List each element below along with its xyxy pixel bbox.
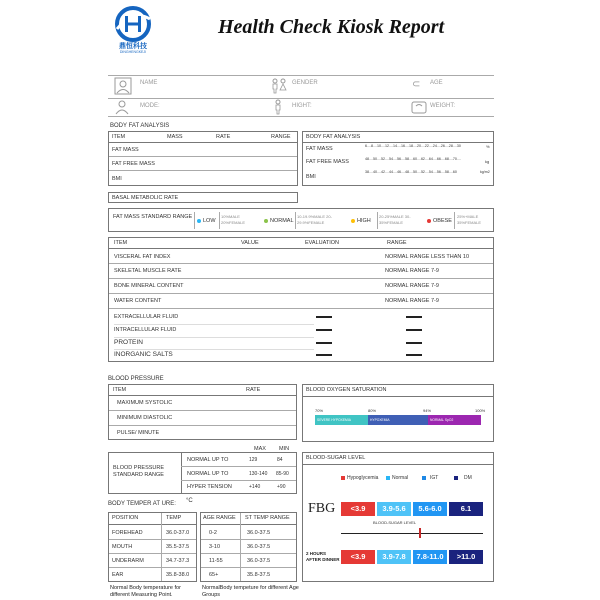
age-icon: ⊂ — [412, 79, 421, 90]
temp-val-ear: 35.8-38.0 — [166, 572, 190, 578]
sugar-title: BLOOD-SUGAR LEVEL — [306, 455, 366, 461]
bp-header-rate: RATE — [246, 387, 261, 393]
inorganic-salts-range-dash — [406, 354, 422, 356]
oxygen-seg-severe — [315, 415, 368, 425]
bfa-left-header-range: RANGE — [271, 134, 291, 140]
oxygen-seg-hypoxemia-label: HYPOXEMIA — [370, 418, 390, 422]
oxygen-tick-94: 94% — [423, 408, 432, 413]
temp-note-left: Normal Body temperature for different Measuring Point. — [110, 585, 181, 598]
composition-table — [108, 237, 494, 362]
temp-age-65plus-range: 35.8-37.5 — [247, 572, 271, 578]
temp-age-11-55-range: 36.0-37.5 — [247, 558, 271, 564]
bmr-label: BASAL METABOLIC RATE — [112, 195, 179, 201]
oxygen-title: BLOOD OXYGEN SATURATION — [306, 387, 387, 393]
bp-max-header: MAX — [254, 446, 266, 452]
bp-std-row1-min: 84 — [277, 457, 283, 463]
mode-label: MODE: — [140, 103, 160, 109]
comp-row-protein: PROTEIN — [114, 339, 143, 346]
after-dinner-label: 2 HOURS AFTER DINNER — [306, 551, 340, 562]
comp-range-water-content: NORMAL RANGE 7-9 — [385, 298, 439, 304]
comp-row-water-content: WATER CONTENT — [114, 298, 162, 304]
bp-std-label: BLOOD PRESSURE STANDARD RANGE — [113, 465, 165, 478]
weight-scale-icon — [411, 100, 427, 114]
bfa-left-header-mass: MASS — [167, 134, 183, 140]
oxygen-seg-normal-label: NORMAL SpO2 — [430, 418, 454, 422]
comp-row-extracellular: EXTRACELLULAR FLUID — [114, 314, 179, 320]
oxygen-tick-100: 100% — [475, 408, 486, 413]
low-dot — [197, 219, 201, 223]
bp-header-item: ITEM — [113, 387, 127, 393]
comp-row-skeletal-muscle: SKELETAL MUSCLE RATE — [114, 268, 182, 274]
normal-dot — [264, 219, 268, 223]
gender-label: GENDER — [292, 80, 318, 86]
bfa-right-title: BODY FAT ANALYSIS — [306, 134, 361, 140]
legend-normal: Normal — [392, 475, 409, 481]
comp-range-visceral-fat: NORMAL RANGE LESS THAN 10 — [385, 254, 470, 260]
bp-std-row2-min: 85-90 — [276, 471, 289, 477]
temp-row-mouth: MOUTH — [112, 544, 133, 550]
legend-dm: DM — [464, 475, 472, 481]
normal-range: 10-19.9%MALE 20-29.9%FEMALE — [297, 214, 332, 225]
legend-hypoglycemia: Hypoglycemia — [347, 475, 379, 481]
blood-sugar-level-line — [341, 533, 483, 534]
temp-age-0-2: 0-2 — [209, 530, 217, 536]
bmr-box — [108, 192, 298, 203]
bfa-left-header-rate: RATE — [216, 134, 231, 140]
temp-age-0-2-range: 36.0-37.5 — [247, 530, 271, 536]
temp-age-3-10: 3-10 — [209, 544, 221, 550]
temp-val-mouth: 35.5-37.5 — [166, 544, 190, 550]
bfa-left-table — [108, 131, 298, 186]
bp-std-row3-min: +90 — [277, 484, 286, 490]
height-icon — [273, 99, 283, 115]
intracellular-range-dash — [406, 329, 422, 331]
legend-igt-swatch — [422, 476, 426, 480]
comp-range-bone-mineral: NORMAL RANGE 7-9 — [385, 283, 439, 289]
obese-label: OBESE — [433, 218, 452, 224]
name-label: NAME — [140, 80, 158, 86]
temp-age-65plus: 65+ — [209, 572, 219, 578]
age-label: AGE — [430, 80, 443, 86]
page-title: Health Check Kiosk Report — [218, 16, 445, 38]
bp-std-row3-label: HYPER TENSION — [187, 484, 232, 490]
bfa-right-row-fat-mass: FAT MASS — [306, 146, 333, 152]
temp-row-ear: EAR — [112, 572, 124, 578]
extracellular-range-dash — [406, 316, 422, 318]
low-label: LOW — [203, 218, 216, 224]
legend-hypoglycemia-swatch — [341, 476, 345, 480]
mode-icon — [114, 99, 130, 115]
comp-row-visceral-fat: VISCERAL FAT INDEX — [114, 254, 171, 260]
legend-normal-swatch — [386, 476, 390, 480]
bp-row-diastolic: MINIMUM DIASTOLIC — [117, 415, 173, 421]
temp-row-forehead: FOREHEAD — [112, 530, 143, 536]
fat-range-label: FAT MASS STANDARD RANGE — [113, 214, 193, 220]
after-seg-normal: 3.9-7.8 — [377, 550, 411, 564]
comp-row-intracellular: INTRACELLULAR FLUID — [114, 327, 177, 333]
inorganic-salts-eval-dash — [316, 354, 332, 356]
blood-sugar-level-label: BLOOD-SUGAR LEVEL — [373, 520, 417, 525]
temp-val-forehead: 36.0-37.0 — [166, 530, 190, 536]
blood-sugar-marker — [419, 528, 421, 538]
fbg-seg-hypoglycemia: <3.9 — [341, 502, 375, 516]
fbg-seg-dm: 6.1 — [449, 502, 483, 516]
bp-std-row1-label: NORMAL UP TO — [187, 457, 229, 463]
logo — [110, 5, 156, 54]
bfa-left-header-item: ITEM — [112, 134, 126, 140]
bp-min-header: MIN — [279, 446, 290, 452]
oxygen-seg-hypoxemia — [368, 415, 428, 425]
comp-header-range: RANGE — [387, 240, 407, 246]
logo-en-text: DINGHENGKEJI — [119, 50, 147, 54]
oxygen-tick-80: 80% — [368, 408, 377, 413]
after-seg-hypoglycemia: <3.9 — [341, 550, 375, 564]
temp-row-underarm: UNDERARM — [112, 558, 144, 564]
sugar-panel — [302, 452, 494, 582]
temp-position-table — [108, 512, 197, 582]
intracellular-eval-dash — [316, 329, 332, 331]
bp-row-pulse: PULSE/ MINUTE — [117, 430, 160, 436]
bfa-right-unit-bmi: kg/m2 — [480, 170, 490, 174]
weight-label: WEIGHT: — [430, 103, 455, 109]
oxygen-bar — [315, 415, 481, 425]
obese-range: 25%+MALE 35%FEMALE — [457, 214, 482, 225]
high-dot — [351, 219, 355, 223]
comp-header-item: ITEM — [114, 240, 128, 246]
bfa-right-scale-fat-free-mass: 48....50....52....54....56....58....60....62....64....66....68....70.... — [365, 157, 461, 161]
comp-row-inorganic-salts: INORGANIC SALTS — [114, 351, 173, 358]
bp-std-row2-label: NORMAL UP TO — [187, 471, 229, 477]
extracellular-eval-dash — [316, 316, 332, 318]
bp-row-systolic: MAXIMUM SYSTOLIC — [117, 400, 173, 406]
temp-age-3-10-range: 36.0-37.5 — [247, 544, 271, 550]
comp-row-bone-mineral: BONE MINERAL CONTENT — [114, 283, 184, 289]
oxygen-seg-severe-label: SEVERE HYPOXEMIA — [317, 418, 351, 422]
bp-title: BLOOD PRESSURE — [108, 376, 164, 382]
bfa-right-table — [302, 131, 494, 186]
low-range: 10%MALE 20%FEMALE — [221, 214, 246, 225]
obese-dot — [427, 219, 431, 223]
oxygen-panel — [302, 384, 494, 442]
temp-header-temp: TEMP — [166, 515, 182, 521]
logo-cn-text: 鼎恒科技 — [119, 43, 147, 50]
bfa-right-scale-fat-mass: 6....8....10....12....14....16....18....20....22....24....26....28....30 — [365, 144, 461, 148]
temp-age-11-55: 11-55 — [209, 558, 223, 564]
fbg-seg-igt: 5.6-6.0 — [413, 502, 447, 516]
bfa-left-row-fat-mass: FAT MASS — [112, 147, 139, 153]
bfa-right-unit-fat-free-mass: kg — [485, 159, 490, 164]
bp-std-table — [108, 452, 297, 494]
temp-note-right: NormalBody tempeture for different Age Groups — [202, 585, 299, 598]
fbg-label: FBG — [308, 501, 336, 516]
fbg-seg-normal: 3.9-5.6 — [377, 502, 411, 516]
legend-igt: IGT — [430, 475, 439, 481]
protein-range-dash — [406, 342, 422, 344]
oxygen-seg-normal — [428, 415, 481, 425]
bfa-right-unit-fat-mass: % — [486, 144, 490, 149]
bfa-left-row-bmi: BMI — [112, 176, 122, 182]
gender-icon — [270, 77, 288, 95]
temp-val-underarm: 34.7-37.3 — [166, 558, 190, 564]
high-label: HIGH — [357, 218, 371, 224]
temp-header-position: POSITION — [112, 515, 139, 521]
comp-header-value: VALUE — [241, 240, 259, 246]
protein-eval-dash — [316, 342, 332, 344]
user-icon — [113, 76, 133, 96]
legend-dm-swatch — [454, 476, 458, 480]
bfa-right-scale-bmi: 38....40....42....44....46....48....50....52....54....56....58....60 — [365, 170, 457, 174]
temp-unit: °C — [186, 498, 193, 504]
logo-icon — [110, 5, 156, 43]
oxygen-tick-70: 70% — [315, 408, 324, 413]
normal-label: NORMAL — [270, 218, 294, 224]
bp-std-row3-max: +140 — [249, 484, 261, 490]
temp-header-age-range: AGE RANGE — [203, 515, 236, 521]
temp-title: BODY TEMPER AT URE: — [108, 501, 176, 507]
after-seg-igt: 7.8-11.0 — [413, 550, 447, 564]
bp-std-row2-max: 130-140 — [249, 471, 268, 477]
temp-header-st-temp: ST TEMP RANGE — [245, 515, 290, 521]
bp-std-row1-max: 129 — [249, 457, 258, 463]
comp-header-evaluation: EVALUATION — [305, 240, 340, 246]
temp-age-table — [200, 512, 297, 582]
bfa-right-row-fat-free-mass: FAT FREE MASS — [306, 159, 349, 165]
fat-range-box — [108, 208, 494, 232]
bfa-right-row-bmi: BMI — [306, 174, 316, 180]
bfa-left-row-fat-free-mass: FAT FREE MASS — [112, 161, 155, 167]
bp-table — [108, 384, 297, 440]
height-label: HIGHT: — [292, 103, 312, 109]
comp-range-skeletal-muscle: NORMAL RANGE 7-9 — [385, 268, 439, 274]
high-range: 20-25%MALE 30-35%FEMALE — [379, 214, 411, 225]
bfa-left-title: BODY FAT ANALYSIS — [110, 123, 170, 129]
after-seg-dm: >11.0 — [449, 550, 483, 564]
